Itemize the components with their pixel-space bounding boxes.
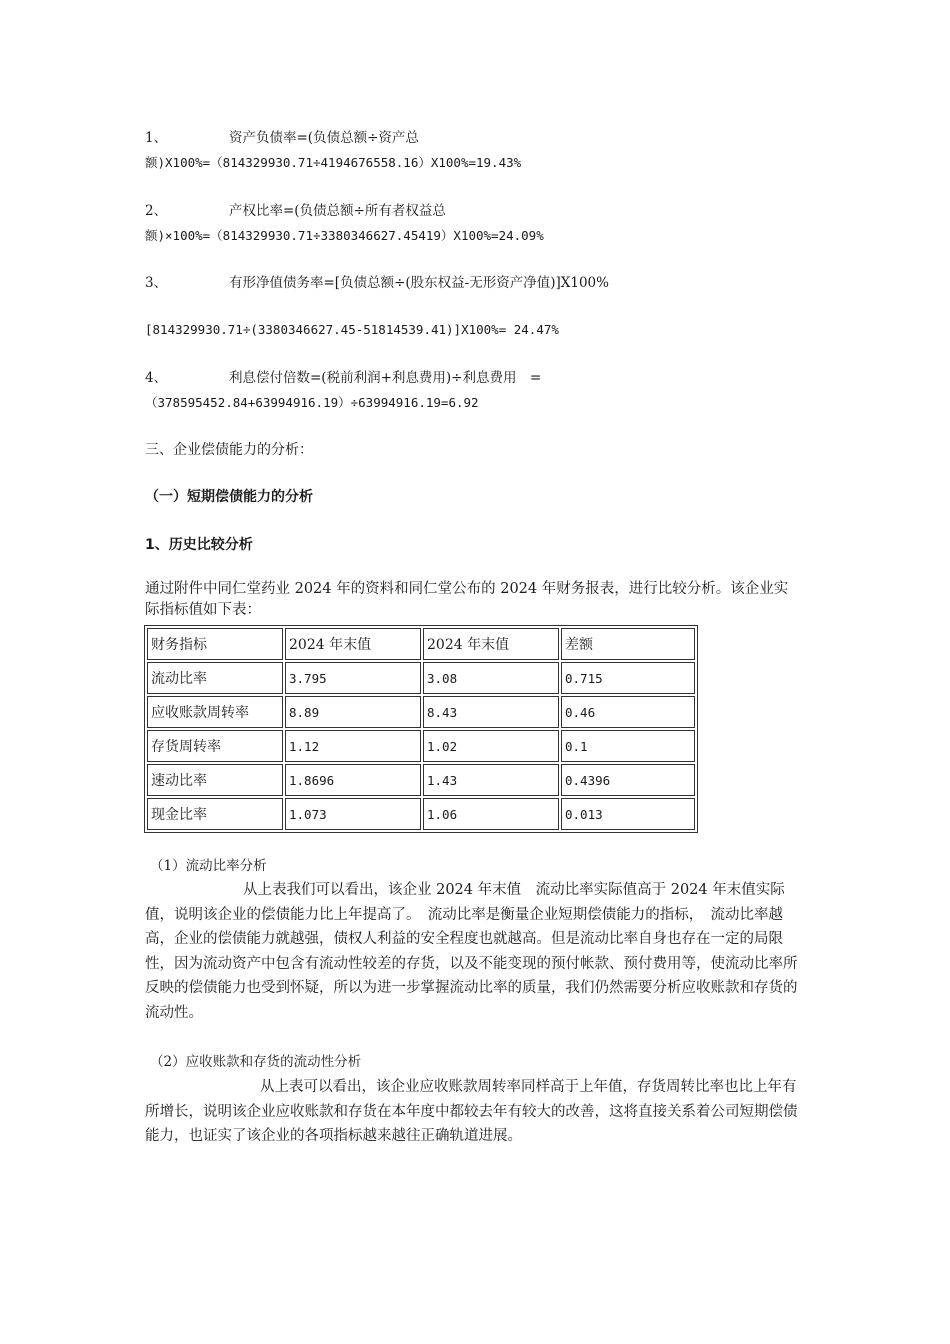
formula-2-number: 2、 — [145, 203, 168, 219]
table-cell-diff: 0.4396 — [561, 764, 695, 796]
analysis-2-title: （2）应收账款和存货的流动性分析 — [150, 1054, 362, 1070]
table-header-cell: 2024 年末值 — [423, 628, 559, 660]
formula-1-line2: 额)X100%=（814329930.71÷4194676558.16）X100%=19.43% — [145, 155, 522, 170]
formula-3-line2: [814329930.71÷(3380346627.45-51814539.41)]X100%= 24.47% — [145, 322, 559, 337]
analysis-2-paragraph: 从上表可以看出，该企业应收账款周转率同样高于上年值，存货周转比率也比上年有所增长，说明该企业应收账款和存货在本年度中都较去年有较大的改善，这将直接关系着公司短期偿债能力，也证实了该企业的各项指标越来越往正确轨道进展。 — [145, 1079, 798, 1144]
table-cell-value: 3.08 — [423, 662, 559, 694]
table-row — [147, 662, 695, 694]
table-cell-value: 8.43 — [423, 696, 559, 728]
formula-3-line1: 有形净值债务率=[负债总额÷(股东权益-无形资产净值)]X100% — [229, 275, 609, 291]
formula-4-line2: （378595452.84+63994916.19）÷63994916.19=6.92 — [145, 395, 479, 410]
table-cell-indicator: 现金比率 — [147, 798, 283, 830]
table-cell-value: 1.43 — [423, 764, 559, 796]
subheading-short-term: （一）短期偿债能力的分析 — [145, 489, 313, 505]
table-cell-value: 3.795 — [285, 662, 421, 694]
formula-2-line1: 产权比率=(负债总额÷所有者权益总 — [229, 203, 446, 219]
section-heading: 三、企业偿债能力的分析： — [145, 442, 313, 458]
table-header-cell: 2024 年末值 — [285, 628, 421, 660]
table-cell-value: 1.06 — [423, 798, 559, 830]
table-row — [147, 696, 695, 728]
financial-indicators-table — [144, 625, 698, 833]
subheading-history-comparison: 1、历史比较分析 — [145, 537, 253, 553]
table-cell-indicator: 流动比率 — [147, 662, 283, 694]
formula-1-number: 1、 — [145, 130, 168, 146]
table-cell-indicator: 速动比率 — [147, 764, 283, 796]
table-cell-indicator: 应收账款周转率 — [147, 696, 283, 728]
table-row — [147, 798, 695, 830]
analysis-1-paragraph: 从上表我们可以看出，该企业 2024 年末值 流动比率实际值高于 2024 年末值实际值，说明该企业的偿债能力比上年提高了。 流动比率是衡量企业短期偿债能力的指标， 流动比率越高，企业的偿债能力就越强，债权人利益的安全程度也就越高。但是流动比率自身也存在一定的局限性，因为流动资产中包含有流动性较差的存货，以及不能变现的预付帐款、预付费用等，使流动比率所反映的偿债能力也受到怀疑，所以为进一步掌握流动比率的质量，我们仍然需要分析应收账款和存货的流动性。 — [145, 882, 798, 1021]
table-cell-value: 8.89 — [285, 696, 421, 728]
formula-1-line1: 资产负债率=(负债总额÷资产总 — [229, 130, 419, 146]
table-header-cell: 财务指标 — [147, 628, 283, 660]
table-cell-indicator: 存货周转率 — [147, 730, 283, 762]
table-cell-diff: 0.46 — [561, 696, 695, 728]
analysis-1-title: （1）流动比率分析 — [150, 858, 267, 874]
table-cell-value: 1.8696 — [285, 764, 421, 796]
table-cell-diff: 0.013 — [561, 798, 695, 830]
table-cell-diff: 0.715 — [561, 662, 695, 694]
table-header-cell: 差额 — [561, 628, 695, 660]
table-row — [147, 764, 695, 796]
table-cell-diff: 0.1 — [561, 730, 695, 762]
formula-3-number: 3、 — [145, 275, 168, 291]
formula-4-line1: 利息偿付倍数=(税前利润+利息费用)÷利息费用 = — [229, 370, 542, 386]
formula-2-line2: 额)×100%=（814329930.71÷3380346627.45419）X100%=24.09% — [145, 228, 544, 243]
table-row — [147, 730, 695, 762]
intro-paragraph: 通过附件中同仁堂药业 2024 年的资料和同仁堂公布的 2024 年财务报表，进行比较分析。该企业实际指标值如下表： — [145, 581, 789, 618]
table-cell-value: 1.12 — [285, 730, 421, 762]
formula-4-number: 4、 — [145, 370, 168, 386]
table-header-row — [147, 628, 695, 660]
table-cell-value: 1.073 — [285, 798, 421, 830]
table-cell-value: 1.02 — [423, 730, 559, 762]
